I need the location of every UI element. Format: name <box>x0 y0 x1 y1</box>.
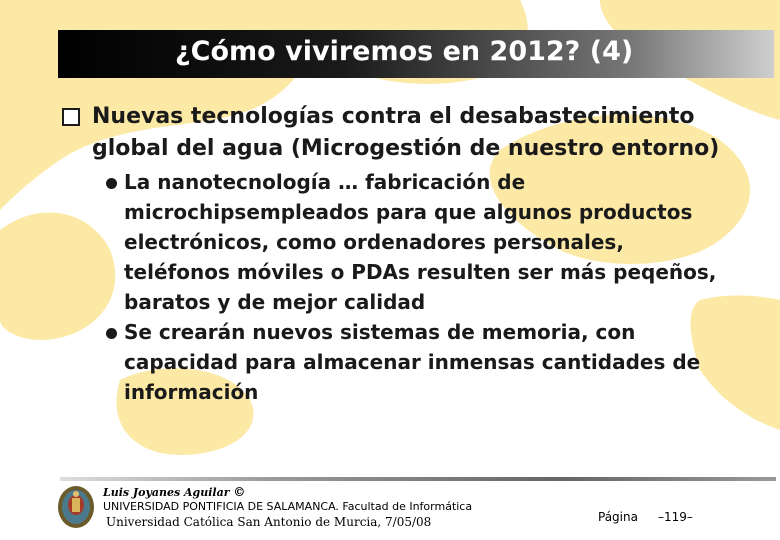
footer-university-line1: UNIVERSIDAD PONTIFICIA DE SALAMANCA. Facultad de Informática <box>103 500 473 513</box>
main-point <box>62 101 762 165</box>
slide-body <box>62 101 762 407</box>
hollow-square-icon <box>62 101 92 165</box>
page-indicator <box>598 510 693 524</box>
sub-point-1 <box>106 167 762 317</box>
author-name: Luis Joyanes Aguilar <box>103 486 230 499</box>
copyright-symbol: © <box>233 485 246 499</box>
sub-point-text: Se crearán nuevos sistemas de memoria, con capacidad para almacenar inmensas cantidades de información <box>124 320 701 404</box>
university-seal-icon <box>56 484 96 530</box>
page-number: –119– <box>657 510 693 524</box>
slide-title: ¿Cómo viviremos en 2012? (4) <box>175 36 634 67</box>
filled-circle-icon <box>106 167 124 317</box>
footer-divider <box>60 477 776 481</box>
sub-point-text: La nanotecnología … fabricación de microchipsempleados para que algunos productos electrónicos, como ordenadores personales, teléfonos móviles o PDAs resulten ser más peqeños, baratos y de mejor calidad <box>124 170 717 314</box>
filled-circle-icon <box>106 317 124 407</box>
sub-point-2 <box>106 317 762 407</box>
main-point-text: Nuevas tecnologías contra el desabastecimiento global del agua (Microgestión de nuestro entorno) <box>92 104 720 161</box>
page-label: Página <box>598 510 638 524</box>
footer-university-line2: Universidad Católica San Antonio de Murcia, 7/05/08 <box>106 515 432 529</box>
footer-author <box>103 485 245 499</box>
